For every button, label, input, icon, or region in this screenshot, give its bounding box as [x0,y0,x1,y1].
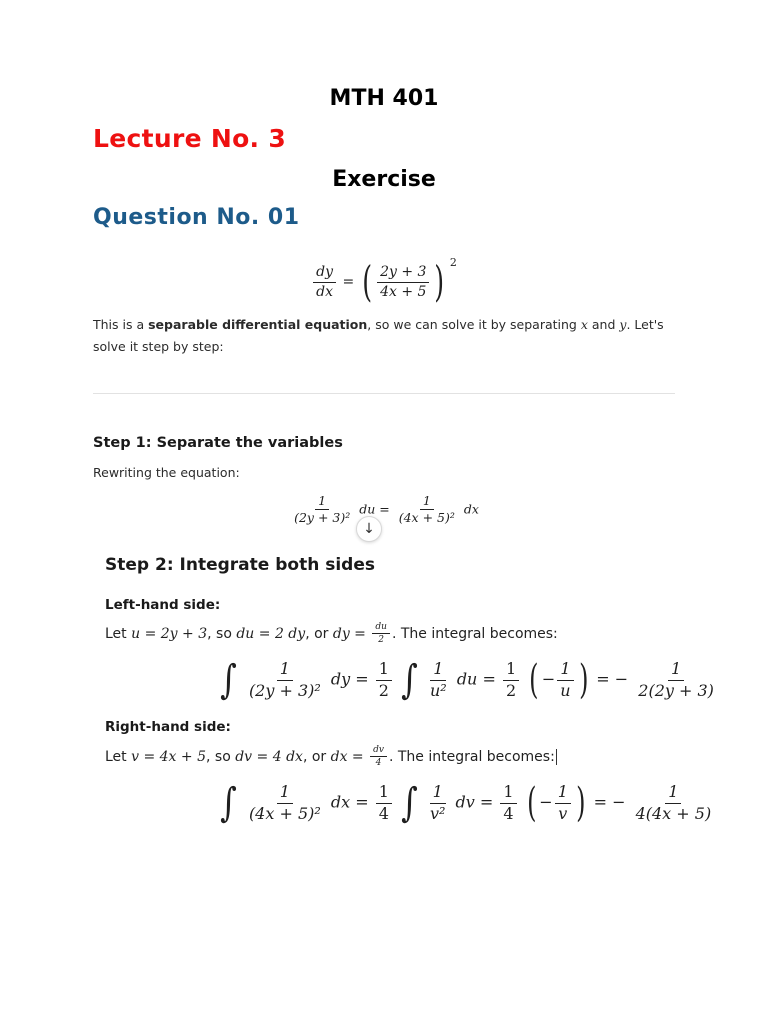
rhs-label: Right-hand side: [105,719,231,735]
course-title: MTH 401 [329,86,439,111]
intro-paragraph: This is a separable differential equation, so we can solve it by separating x and y. Let's solve it step by step: [93,317,664,354]
arrow-down-icon: ↓ [363,521,375,537]
scroll-down-button[interactable] [356,516,382,542]
rhs-substitution: Let v = 4x + 5, so dv = 4 dx, or dx = $\frac{dv}{4}$ . The integral becomes: [105,745,555,769]
rewrite-text: Rewriting the equation: [93,465,240,480]
lecture-title: Lecture No. 3 [93,124,287,153]
exercise-title: Exercise [332,167,436,192]
lhs-label: Left-hand side: [105,597,221,613]
lhs-substitution: Let u = 2y + 3, so du = 2 dy, or dy = $\frac{du}{2}$ . The integral becomes: [105,622,558,646]
lhs-integral: ∫ $\frac{1}{\text{(2y + 3)²}}$ dy = $\frac{1}{2}$ ∫ $\frac{1}{\text{u²}}$ du = $\frac{1}{2}$ ( − $\frac{1}{u}$ ) = − $\frac{1}{2(2y + 3)}$ [220,657,714,703]
separated-equation: $\frac{1}{\text{(2y + 3)²}}$ du = $\frac{1}{\text{(4x + 5)²}}$ dx [294,493,479,526]
question-title: Question No. 01 [93,205,300,230]
step2-heading: Step 2: Integrate both sides [105,555,375,575]
text-cursor [556,749,557,765]
main-equation: $\frac{dy}{dx}$ = ( $\frac{2y + 3}{4x + 5}$ ) $^2$ [0,256,768,303]
rhs-integral: ∫ $\frac{1}{\text{(4x + 5)²}}$ dx = $\frac{1}{4}$ ∫ $\frac{1}{\text{v²}}$ dv = $\frac{1}{4}$ ( − $\frac{1}{v}$ ) = − $\frac{1}{4(4x + 5)}$ [220,780,712,826]
step1-heading: Step 1: Separate the variables [93,435,343,451]
section-divider [93,393,675,394]
